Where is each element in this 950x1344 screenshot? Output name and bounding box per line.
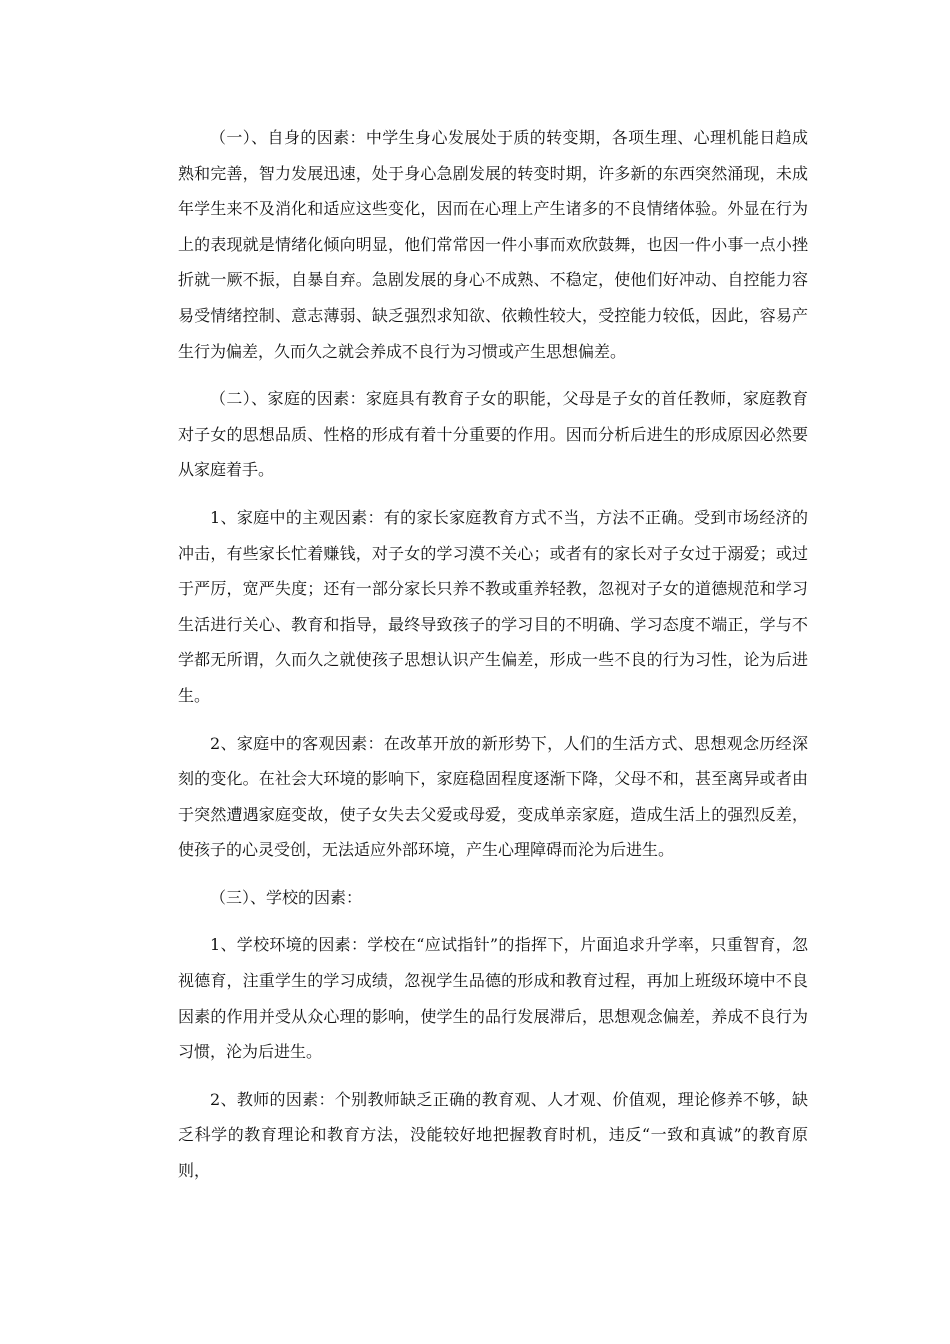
paragraph-school-factors-heading: （三）、学校的因素： (210, 887, 363, 907)
paragraph-family-factors: （二）、家庭的因素：家庭具有教育子女的职能，父母是子女的首任教师，家庭教育对子女的思想品质、性格的形成有着十分重要的作用。因而分析后进生的形成原因必然要从家庭着手。 (178, 389, 808, 480)
paragraph-family-subjective: 1、家庭中的主观因素：有的家长家庭教育方式不当，方法不正确。受到市场经济的冲击，有些家长忙着赚钱，对子女的学习漠不关心；或者有的家长对子女过于溺爱；或过于严厉，宽严失度；还有一部分家长只养不教或重养轻教，忽视对子女的道德规范和学习生活进行关心、教育和指导，最终导致孩子的学习目的不明确、学习态度不端正，学与不学都无所谓，久而久之就使孩子思想认识产生偏差，形成一些不良的行为习性，论为后进生。 (178, 507, 808, 705)
paragraph-family-objective: 2、家庭中的客观因素：在改革开放的新形势下，人们的生活方式、思想观念历经深刻的变化。在社会大环境的影响下，家庭稳固程度逐渐下降，父母不和，甚至离异或者由于突然遭遇家庭变故，使子女失去父爱或母爱，变成单亲家庭，造成生活上的强烈反差，使孩子的心灵受创，无法适应外部环境，产生心理障碍而沦为后进生。 (178, 733, 808, 860)
paragraph-teacher-factors: 2、教师的因素：个别教师缺乏正确的教育观、人才观、价值观，理论修养不够，缺乏科学的教育理论和教育方法，没能较好地把握教育时机，违反“一致和真诚”的教育原则， (178, 1089, 808, 1181)
document-page (178, 120, 808, 1201)
paragraph-self-factors: （一）、自身的因素：中学生身心发展处于质的转变期，各项生理、心理机能日趋成熟和完善，智力发展迅速，处于身心急剧发展的转变时期，许多新的东西突然涌现，未成年学生来不及消化和适应这些变化，因而在心理上产生诸多的不良情绪体验。外显在行为上的表现就是情绪化倾向明显，他们常常因一件小事而欢欣鼓舞，也因一件小事一点小挫折就一厥不振，自暴自弃。急剧发展的身心不成熟、不稳定，使他们好冲动、自控能力容易受情绪控制、意志薄弱、缺乏强烈求知欲、依赖性较大，受控能力较低，因此，容易产生行为偏差，久而久之就会养成不良行为习惯或产生思想偏差。 (178, 128, 808, 361)
paragraph-school-environment: 1、学校环境的因素：学校在“应试指针”的指挥下，片面追求升学率，只重智育，忽视德育，注重学生的学习成绩，忽视学生品德的形成和教育过程，再加上班级环境中不良因素的作用并受从众心理的影响，使学生的品行发展滞后，思想观念偏差，养成不良行为习惯，沦为后进生。 (178, 935, 808, 1062)
